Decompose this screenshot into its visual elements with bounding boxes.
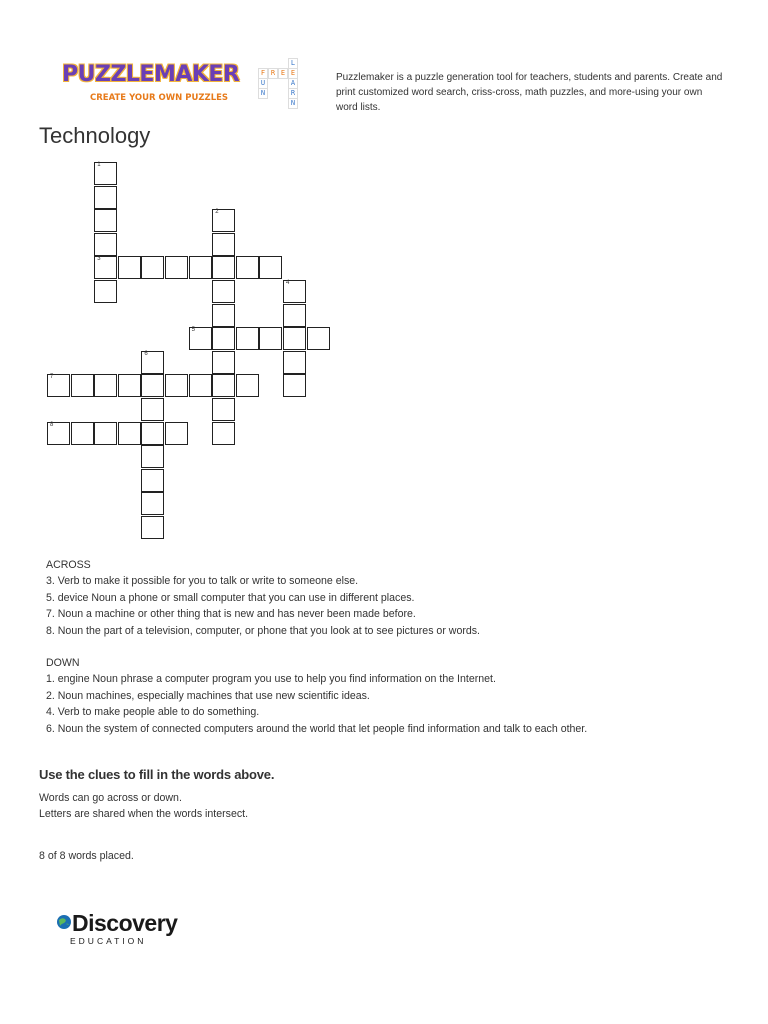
clue-across-3: 3. Verb to make it possible for you to talk or write to someone else. [46, 575, 359, 588]
clues-section [46, 557, 587, 737]
clue-across-8: 8. Noun the part of a television, computer, or phone that you look at to see pictures or words. [46, 624, 481, 637]
crossword-cell[interactable] [71, 374, 94, 397]
crossword-cell[interactable] [212, 327, 235, 350]
education-wordmark: EDUCATION [70, 936, 147, 946]
crossword-cell[interactable] [141, 445, 164, 468]
crossword-cell[interactable] [212, 422, 235, 445]
clue-down-1: 1. engine Noun phrase a computer program you use to help you find information on the Internet. [46, 673, 496, 686]
crossword-cell[interactable] [47, 374, 70, 397]
discovery-wordmark: Discovery [72, 910, 178, 936]
crossword-cell[interactable] [94, 374, 117, 397]
clue-number: 6 [144, 350, 148, 357]
logo-tile: E [288, 68, 298, 79]
logo-tile: A [288, 78, 298, 89]
crossword-cell[interactable] [94, 209, 117, 232]
crossword-cell[interactable] [259, 327, 282, 350]
crossword-cell[interactable] [94, 422, 117, 445]
logo-tile: E [278, 68, 288, 79]
crossword-cell[interactable] [236, 327, 259, 350]
page-title: Technology [39, 123, 151, 148]
crossword-cell[interactable] [283, 351, 306, 374]
crossword-cell[interactable] [236, 256, 259, 279]
discovery-education-logo[interactable] [56, 910, 206, 950]
crossword-cell[interactable] [212, 304, 235, 327]
instructions-title: Use the clues to fill in the words above. [39, 767, 275, 782]
clue-down-2: 2. Noun machines, especially machines that use new scientific ideas. [46, 689, 370, 702]
clue-number: 8 [50, 421, 54, 428]
crossword-cell[interactable] [141, 469, 164, 492]
across-clues [46, 557, 587, 639]
instructions-line: Letters are shared when the words intersect. [39, 808, 249, 821]
crossword-cell[interactable] [141, 398, 164, 421]
clue-number: 5 [191, 327, 195, 334]
instructions-line: Words can go across or down. [39, 792, 182, 804]
crossword-cell[interactable] [283, 280, 306, 303]
crossword-cell[interactable] [283, 304, 306, 327]
down-clues [46, 655, 587, 737]
crossword-cell[interactable] [259, 256, 282, 279]
crossword-cell[interactable] [141, 374, 164, 397]
clue-number: 3 [97, 256, 101, 263]
logo-tile: N [258, 88, 268, 99]
crossword-cell[interactable] [236, 374, 259, 397]
crossword-cell[interactable] [189, 327, 212, 350]
clue-number: 1 [97, 162, 101, 168]
crossword-cell[interactable] [118, 422, 141, 445]
crossword-cell[interactable] [212, 374, 235, 397]
logo-tile: N [288, 98, 298, 109]
crossword-cell[interactable] [141, 492, 164, 515]
crossword-cell[interactable] [165, 256, 188, 279]
crossword-cell[interactable] [165, 374, 188, 397]
crossword-cell[interactable] [47, 422, 70, 445]
logo-tile: F [258, 68, 268, 79]
crossword-cell[interactable] [141, 351, 164, 374]
clue-number: 4 [286, 280, 290, 286]
logo-tile: L [288, 58, 298, 69]
logo-tile: R [268, 68, 278, 79]
crossword-cell[interactable] [94, 233, 117, 256]
crossword-cell[interactable] [212, 280, 235, 303]
crossword-cell[interactable] [212, 233, 235, 256]
crossword-cell[interactable] [94, 186, 117, 209]
crossword-cell[interactable] [141, 516, 164, 539]
crossword-cell[interactable] [283, 327, 306, 350]
clue-number: 2 [215, 209, 219, 216]
crossword-cell[interactable] [94, 280, 117, 303]
crossword-cell[interactable] [118, 256, 141, 279]
crossword-cell[interactable] [283, 374, 306, 397]
logo-tagline: CREATE YOUR OWN PUZZLES [90, 93, 229, 103]
crossword-cell[interactable] [189, 256, 212, 279]
crossword-cell[interactable] [212, 209, 235, 232]
crossword-cell[interactable] [118, 374, 141, 397]
down-heading: DOWN [46, 657, 80, 670]
words-placed-status: 8 of 8 words placed. [39, 850, 134, 862]
crossword-cell[interactable] [189, 374, 212, 397]
crossword-cell[interactable] [307, 327, 330, 350]
crossword-cell[interactable] [94, 162, 117, 185]
crossword-cell[interactable] [165, 422, 188, 445]
clue-down-4: 4. Verb to make people able to do something. [46, 706, 260, 719]
crossword-cell[interactable] [141, 256, 164, 279]
clue-across-7: 7. Noun a machine or other thing that is new and has never been made before. [46, 608, 416, 621]
clue-down-6: 6. Noun the system of connected computers around the world that let people find information and talk to each other. [46, 722, 588, 735]
crossword-cell[interactable] [212, 256, 235, 279]
across-heading: ACROSS [46, 559, 91, 571]
crossword-cell[interactable] [212, 398, 235, 421]
intro-text: Puzzlemaker is a puzzle generation tool for teachers, students and parents. Create and print customized word search, criss-cross, math puzzles, and more-using your own word lists. [336, 72, 723, 113]
puzzlemaker-logo[interactable] [62, 58, 302, 110]
crossword-cell[interactable] [94, 256, 117, 279]
crossword-cell[interactable] [212, 351, 235, 374]
instructions-text [39, 790, 248, 823]
logo-tile: R [288, 88, 298, 99]
crossword-cell[interactable] [71, 422, 94, 445]
logo-tile: U [258, 78, 268, 89]
crossword-cell[interactable] [141, 422, 164, 445]
clue-across-5: 5. device Noun a phone or small computer that you can use in different places. [46, 591, 415, 604]
globe-icon [56, 914, 72, 930]
logo-wordmark: PUZZLEMAKER [62, 62, 240, 87]
clue-number: 7 [50, 374, 54, 381]
